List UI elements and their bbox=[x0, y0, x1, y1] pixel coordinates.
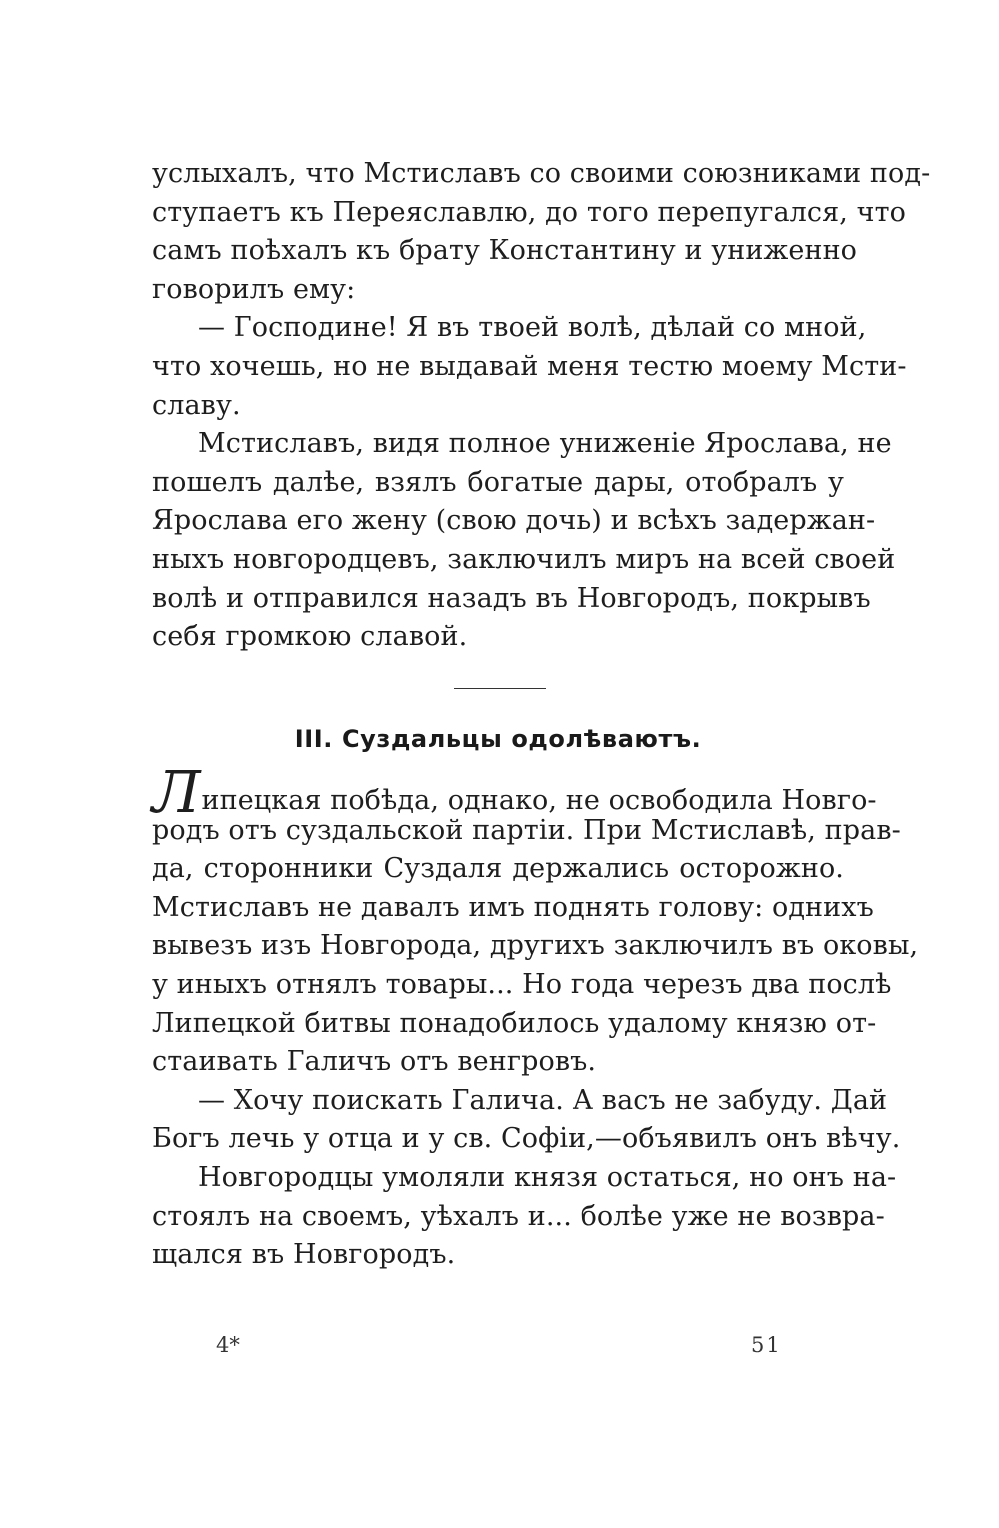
text-line: себя громкою славой. bbox=[152, 621, 468, 653]
text-line: Ярослава его жену (свою дочь) и всѣхъ задержан- bbox=[152, 505, 876, 537]
text-line: пошелъ далѣе, взялъ богатые дары, отобралъ у bbox=[152, 466, 844, 498]
section-heading: III. Суздальцы одолѣваютъ. bbox=[294, 725, 702, 753]
text-line: да, сторонники Суздаля держались осторожно. bbox=[152, 853, 844, 885]
text-line: Мстиславъ не давалъ имъ поднять голову: однихъ bbox=[152, 891, 874, 923]
text-line: — Хочу поискать Галича. А васъ не забуду. Дай bbox=[198, 1084, 888, 1116]
text-line: самъ поѣхалъ къ брату Константину и униженно bbox=[152, 235, 858, 267]
text-line: вывезъ изъ Новгорода, другихъ заключилъ въ оковы, bbox=[152, 930, 919, 962]
paragraph-block-section bbox=[152, 758, 919, 1275]
signature-mark: 4* bbox=[216, 1333, 240, 1357]
text-line: услыхалъ, что Мстиславъ со своими союзниками под- bbox=[152, 158, 931, 189]
first-line-text: ипецкая побѣда, однако, не освободила Новго- bbox=[201, 785, 877, 816]
text-line: щался въ Новгородъ. bbox=[152, 1239, 456, 1271]
text-line: славу. bbox=[152, 389, 241, 421]
paragraph-block-continuation bbox=[152, 155, 931, 657]
drop-cap-letter: Л bbox=[152, 758, 201, 826]
text-line: Новгородцы умоляли князя остаться, но онъ на- bbox=[198, 1161, 897, 1193]
text-line-first bbox=[152, 758, 877, 826]
text-line: ступаетъ къ Переяславлю, до того перепугался, что bbox=[152, 196, 906, 228]
text-line: ныхъ новгородцевъ, заключилъ миръ на всей своей bbox=[152, 543, 896, 575]
text-line: что хочешь, но не выдавай меня тестю моему Мсти- bbox=[152, 350, 907, 382]
text-line: Богъ лечь у отца и у св. Софіи,—объявилъ онъ вѣчу. bbox=[152, 1123, 901, 1155]
text-line: Мстиславъ, видя полное униженіе Ярослава, не bbox=[198, 428, 892, 460]
section-separator-rule bbox=[454, 688, 546, 689]
text-line: говорилъ ему: bbox=[152, 273, 356, 305]
page-number: 51 bbox=[751, 1333, 782, 1357]
text-line: стаивать Галичъ отъ венгровъ. bbox=[152, 1046, 597, 1078]
text-line: родъ отъ суздальской партіи. При Мстиславѣ, прав- bbox=[152, 814, 901, 846]
text-line: у иныхъ отнялъ товары... Но года черезъ два послѣ bbox=[152, 968, 892, 1000]
text-line: волѣ и отправился назадъ въ Новгородъ, покрывъ bbox=[152, 582, 871, 614]
text-line: — Господине! Я въ твоей волѣ, дѣлай со мной, bbox=[198, 312, 867, 344]
text-line: Липецкой битвы понадобилось удалому князю от- bbox=[152, 1007, 877, 1039]
text-line: стоялъ на своемъ, уѣхалъ и... болѣе уже не возвра- bbox=[152, 1200, 885, 1232]
